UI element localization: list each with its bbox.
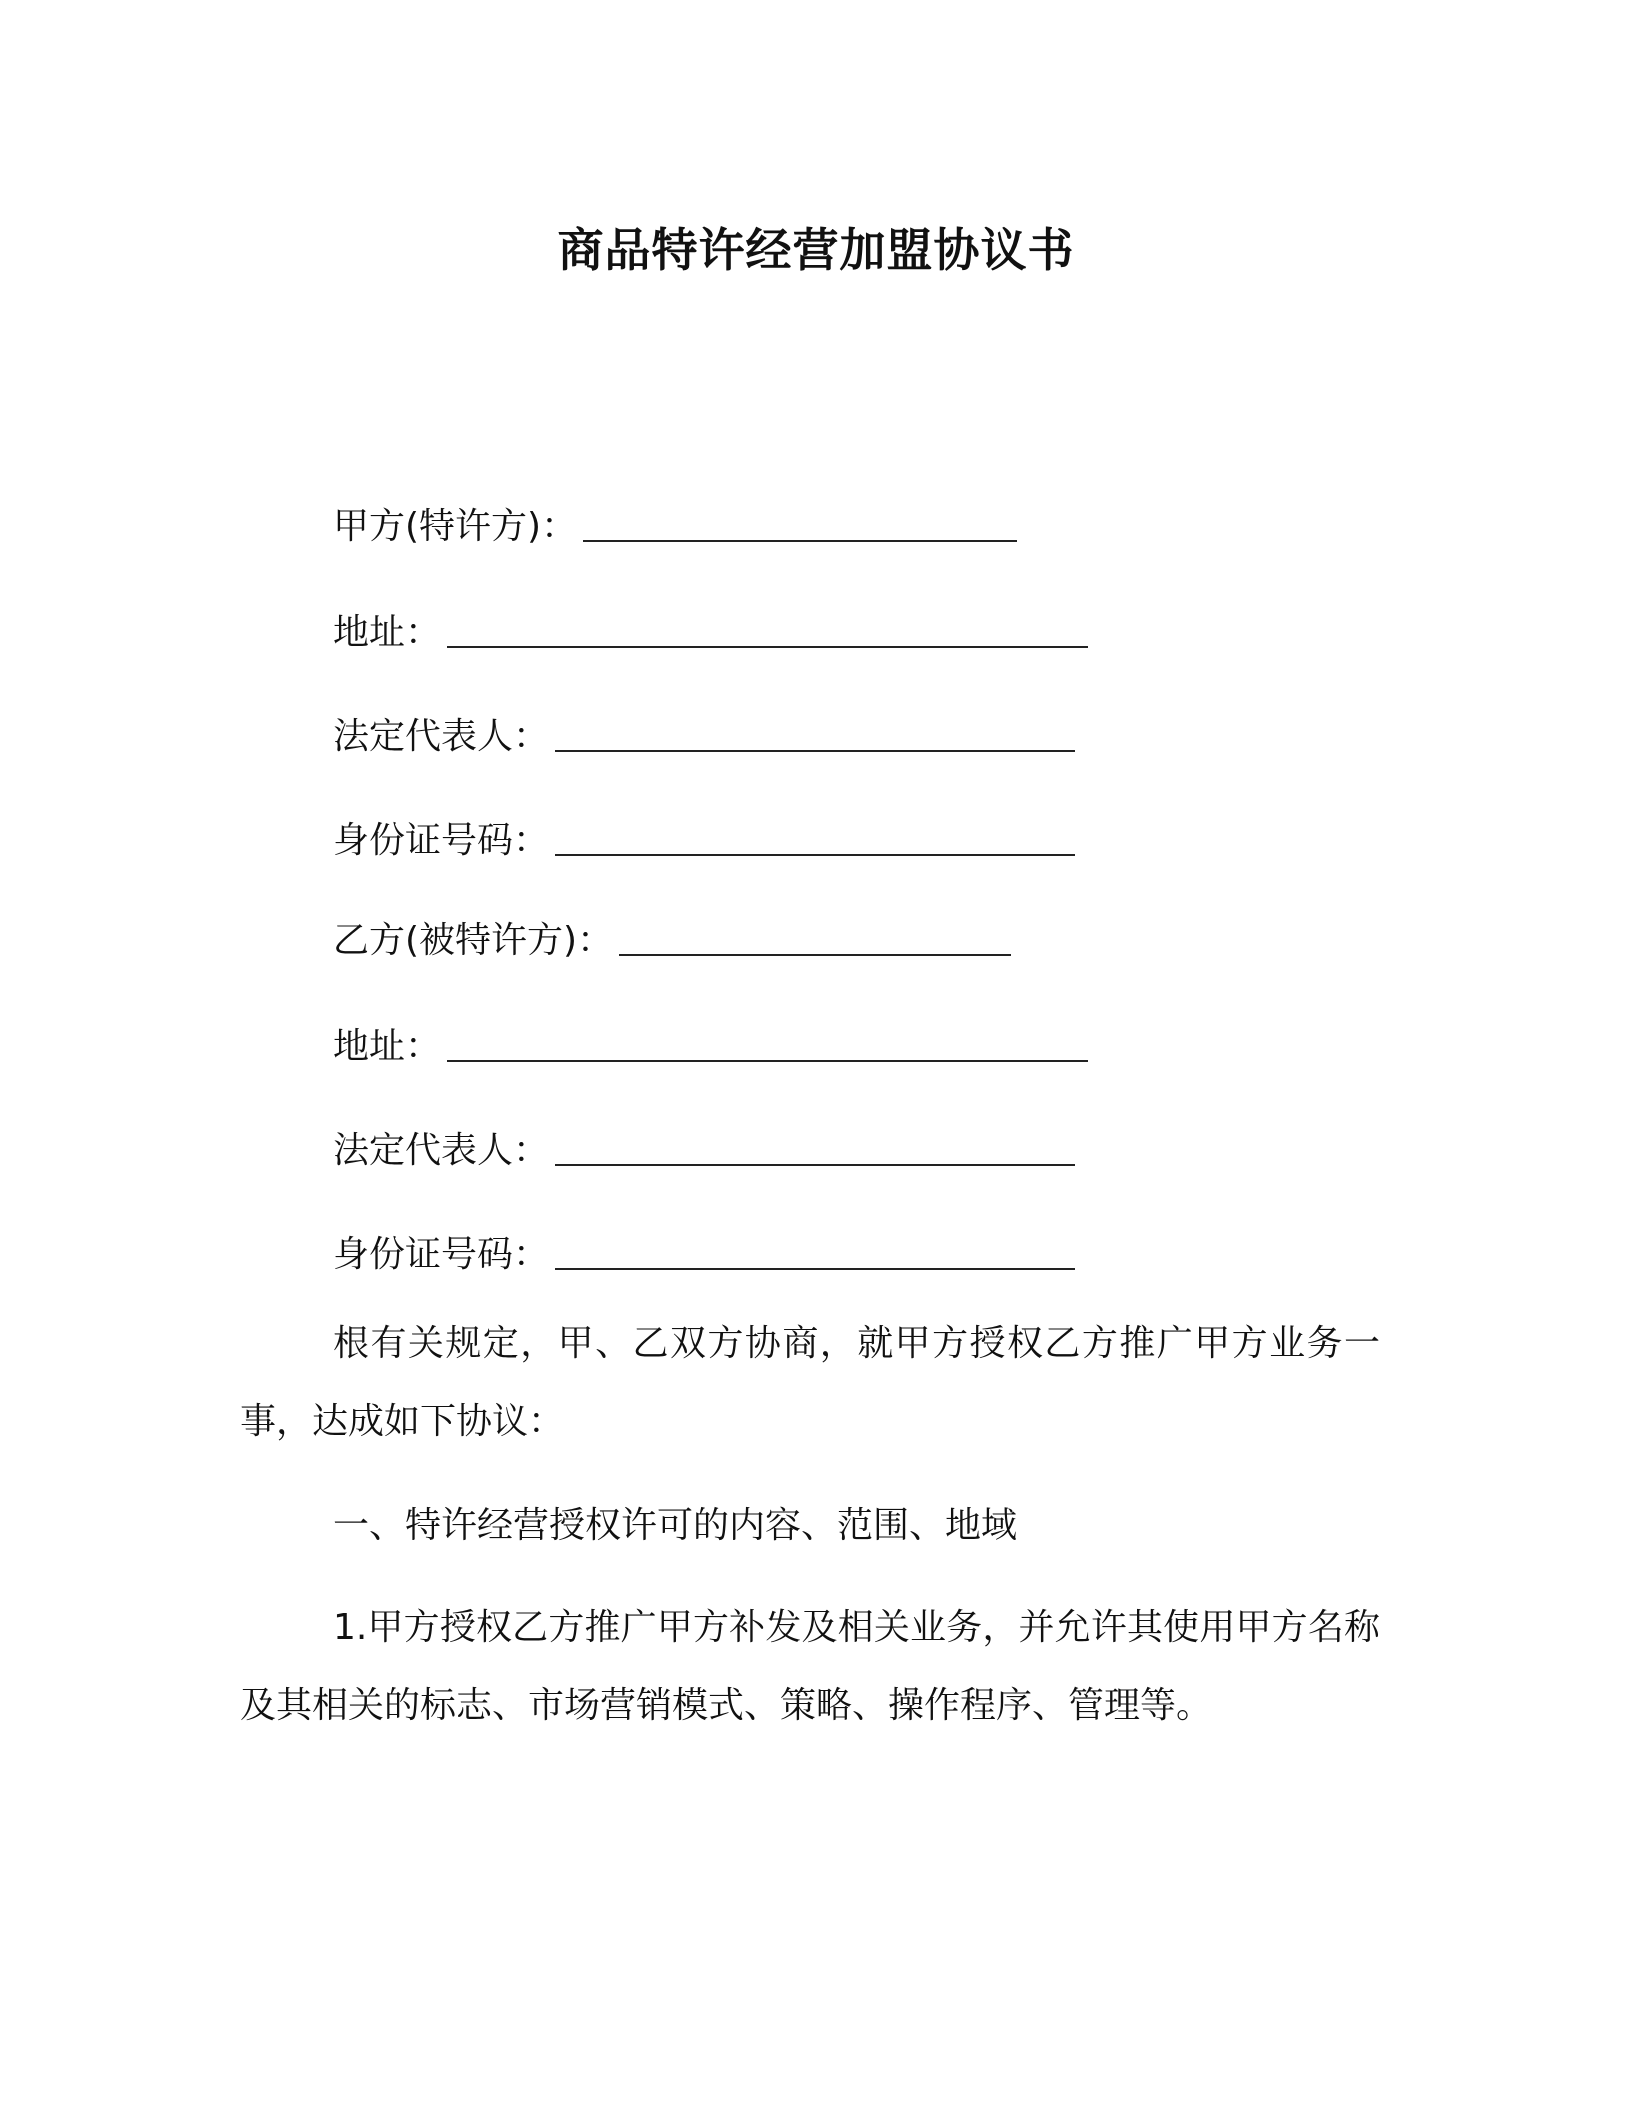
- party-b-name-field: [333, 910, 1011, 965]
- party-b-name-blank[interactable]: [619, 914, 1011, 956]
- party-b-address-field: [333, 1016, 1088, 1071]
- party-a-name-field: [333, 496, 1017, 551]
- clause-1-1-paragraph: 1.甲方授权乙方推广甲方补发及相关业务，并允许其使用甲方名称及其相关的标志、市场营销模式、策略、操作程序、管理等。: [240, 1607, 1380, 1726]
- party-b-address-blank[interactable]: [447, 1020, 1088, 1062]
- party-a-address-label: 地址：: [333, 612, 442, 653]
- party-b-id-blank[interactable]: [555, 1228, 1075, 1270]
- party-a-id-label: 身份证号码：: [333, 820, 550, 861]
- party-b-name-label: 乙方(被特许方)：: [333, 920, 614, 961]
- party-a-legal-rep-field: [333, 706, 1075, 761]
- section-1-heading: 一、特许经营授权许可的内容、范围、地域: [333, 1505, 1018, 1546]
- party-a-address-blank[interactable]: [447, 606, 1088, 648]
- party-a-id-field: [333, 810, 1075, 865]
- party-a-legal-rep-label: 法定代表人：: [333, 716, 550, 757]
- party-b-legal-rep-label: 法定代表人：: [333, 1130, 550, 1171]
- preamble-paragraph: 根有关规定，甲、乙双方协商，就甲方授权乙方推广甲方业务一事，达成如下协议：: [240, 1323, 1380, 1442]
- party-a-name-blank[interactable]: [583, 500, 1017, 542]
- party-a-legal-rep-blank[interactable]: [555, 710, 1075, 752]
- party-b-legal-rep-field: [333, 1120, 1075, 1175]
- party-a-id-blank[interactable]: [555, 814, 1075, 856]
- document-title: 商品特许经营加盟协议书: [557, 223, 1075, 277]
- party-b-id-field: [333, 1224, 1075, 1279]
- party-b-address-label: 地址：: [333, 1026, 442, 1067]
- party-a-name-label: 甲方(特许方)：: [333, 506, 578, 547]
- party-b-legal-rep-blank[interactable]: [555, 1124, 1075, 1166]
- party-a-address-field: [333, 602, 1088, 657]
- party-b-id-label: 身份证号码：: [333, 1234, 550, 1275]
